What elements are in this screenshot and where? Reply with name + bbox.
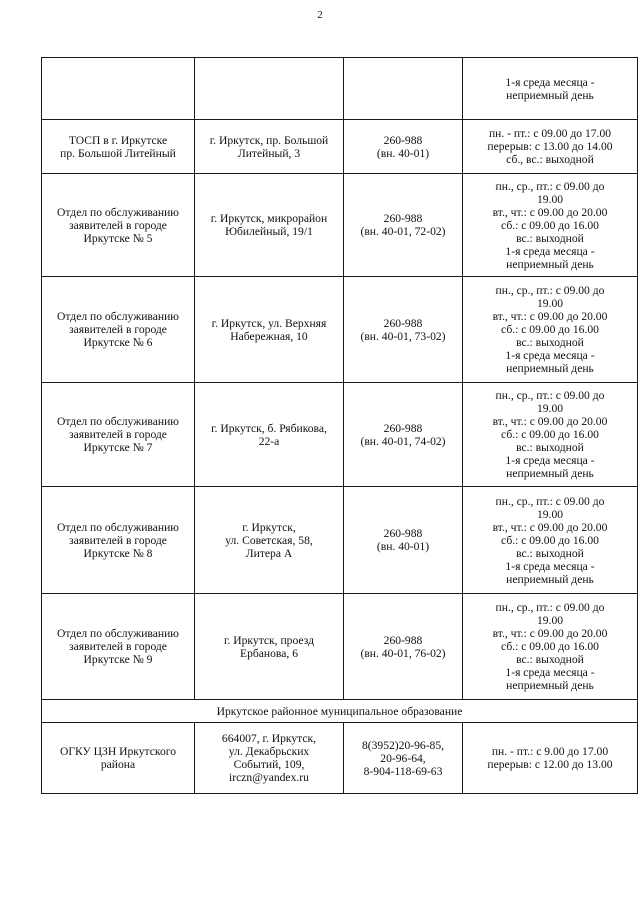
- table-row: [42, 120, 638, 174]
- working-hours-cell: пн., ср., пт.: с 09.00 до 19.00 вт., чт.: с 09.00 до 20.00 сб.: с 09.00 до 16.00 вс.: выходной 1-я среда месяца - неприемный день: [463, 487, 638, 594]
- working-hours-cell: пн., ср., пт.: с 09.00 до 19.00 вт., чт.: с 09.00 до 20.00 сб.: с 09.00 до 16.00 вс.: выходной 1-я среда месяца - неприемный день: [463, 174, 638, 277]
- phone-cell: 8(3952)20-96-85, 20-96-64, 8-904-118-69-63: [344, 723, 463, 794]
- working-hours-cell: пн., ср., пт.: с 09.00 до 19.00 вт., чт.: с 09.00 до 20.00 сб.: с 09.00 до 16.00 вс.: выходной 1-я среда месяца - неприемный день: [463, 383, 638, 487]
- phone-cell: 260-988 (вн. 40-01, 72-02): [344, 174, 463, 277]
- address-cell: г. Иркутск, микрорайон Юбилейный, 19/1: [195, 174, 344, 277]
- phone-cell: 260-988 (вн. 40-01): [344, 487, 463, 594]
- section-heading: Иркутское районное муниципальное образование: [42, 700, 638, 723]
- address-cell: 664007, г. Иркутск, ул. Декабрьских Событий, 109, irczn@yandex.ru: [195, 723, 344, 794]
- phone-cell: [344, 58, 463, 120]
- table-row: [42, 277, 638, 383]
- address-cell: г. Иркутск, ул. Верхняя Набережная, 10: [195, 277, 344, 383]
- table-row: [42, 723, 638, 794]
- office-name-cell: ОГКУ ЦЗН Иркутского района: [42, 723, 195, 794]
- working-hours-cell: пн. - пт.: с 09.00 до 17.00 перерыв: с 13.00 до 14.00 сб., вс.: выходной: [463, 120, 638, 174]
- address-cell: г. Иркутск, пр. Большой Литейный, 3: [195, 120, 344, 174]
- address-cell: [195, 58, 344, 120]
- office-name-cell: ТОСП в г. Иркутске пр. Большой Литейный: [42, 120, 195, 174]
- page-number: 2: [317, 9, 323, 21]
- phone-cell: 260-988 (вн. 40-01, 73-02): [344, 277, 463, 383]
- office-name-cell: [42, 58, 195, 120]
- office-name-cell: Отдел по обслуживанию заявителей в городе Иркутске № 5: [42, 174, 195, 277]
- working-hours-cell: пн., ср., пт.: с 09.00 до 19.00 вт., чт.: с 09.00 до 20.00 сб.: с 09.00 до 16.00 вс.: выходной 1-я среда месяца - неприемный день: [463, 277, 638, 383]
- address-cell: г. Иркутск, б. Рябикова, 22-а: [195, 383, 344, 487]
- table-row: [42, 487, 638, 594]
- working-hours-cell: 1-я среда месяца - неприемный день: [463, 58, 638, 120]
- phone-cell: 260-988 (вн. 40-01, 74-02): [344, 383, 463, 487]
- table-row: [42, 174, 638, 277]
- address-cell: г. Иркутск, ул. Советская, 58, Литера А: [195, 487, 344, 594]
- office-name-cell: Отдел по обслуживанию заявителей в городе Иркутске № 7: [42, 383, 195, 487]
- working-hours-cell: пн. - пт.: с 9.00 до 17.00 перерыв: с 12.00 до 13.00: [463, 723, 638, 794]
- office-name-cell: Отдел по обслуживанию заявителей в городе Иркутске № 6: [42, 277, 195, 383]
- table-row: [42, 594, 638, 700]
- table-row: [42, 58, 638, 120]
- phone-cell: 260-988 (вн. 40-01, 76-02): [344, 594, 463, 700]
- phone-cell: 260-988 (вн. 40-01): [344, 120, 463, 174]
- office-schedule-table: [41, 57, 638, 794]
- address-cell: г. Иркутск, проезд Ербанова, 6: [195, 594, 344, 700]
- table-row: [42, 383, 638, 487]
- section-heading-row: [42, 700, 638, 723]
- working-hours-cell: пн., ср., пт.: с 09.00 до 19.00 вт., чт.: с 09.00 до 20.00 сб.: с 09.00 до 16.00 вс.: выходной 1-я среда месяца - неприемный день: [463, 594, 638, 700]
- office-name-cell: Отдел по обслуживанию заявителей в городе Иркутске № 9: [42, 594, 195, 700]
- office-name-cell: Отдел по обслуживанию заявителей в городе Иркутске № 8: [42, 487, 195, 594]
